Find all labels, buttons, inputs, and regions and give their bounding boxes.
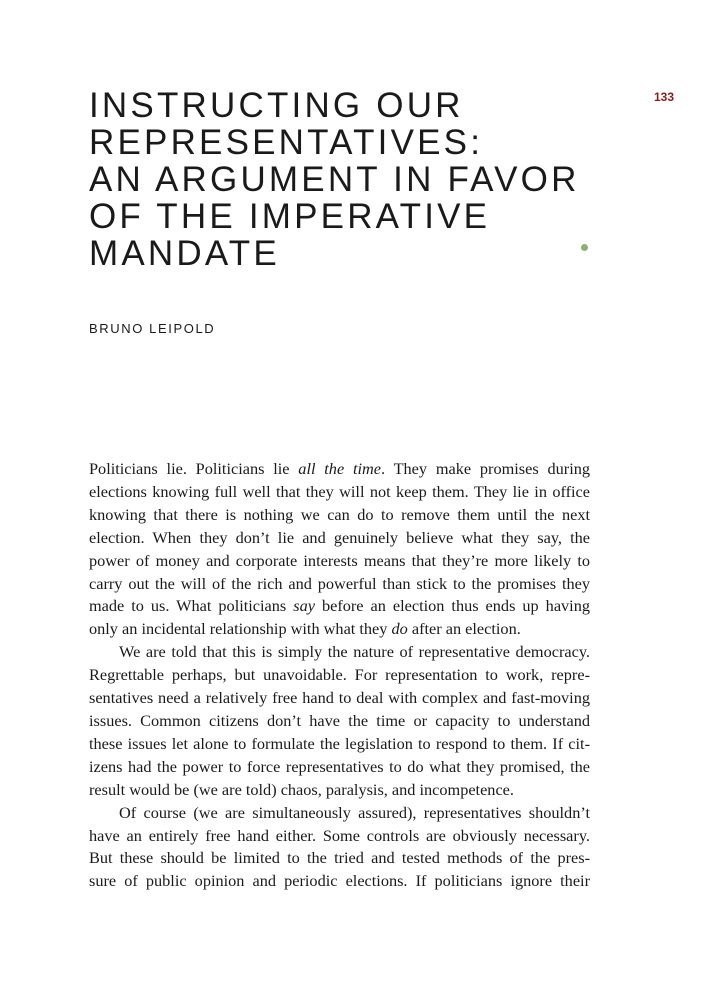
title-line: OF THE IMPERATIVE bbox=[89, 197, 491, 236]
title-line: MANDATE bbox=[89, 234, 280, 273]
text-line: election. When they don’t lie and genuinely believe what they say, the bbox=[89, 527, 590, 547]
text-line: sentatives need a relatively free hand to deal with complex and fast-moving bbox=[89, 688, 590, 708]
body-text bbox=[89, 458, 590, 893]
text-line: izens had the power to force representatives to do what they promised, the bbox=[89, 756, 590, 776]
text-line: We are told that this is simply the nature of representative democracy. bbox=[119, 642, 590, 662]
author-name: BRUNO LEIPOLD bbox=[89, 321, 216, 336]
chapter-title bbox=[89, 87, 629, 272]
title-line: INSTRUCTING OUR bbox=[89, 86, 464, 125]
page-number: 133 bbox=[654, 90, 675, 104]
title-line: REPRESENTATIVES: bbox=[89, 123, 484, 162]
text-line: made to us. What politicians say before an election thus ends up having bbox=[89, 596, 590, 616]
title-line: AN ARGUMENT IN FAVOR bbox=[89, 160, 580, 199]
text-line: power of money and corporate interests means that they’re more likely to bbox=[89, 550, 590, 570]
text-line: carry out the will of the rich and powerful than stick to the promises they bbox=[89, 573, 590, 593]
text-line: Politicians lie. Politicians lie all the time. They make promises during bbox=[89, 459, 590, 478]
text-line: issues. Common citizens don’t have the time or capacity to understand bbox=[89, 710, 590, 730]
text-line: Regrettable perhaps, but unavoidable. For representation to work, repre- bbox=[89, 665, 590, 685]
text-line: have an entirely free hand either. Some controls are obviously necessary. bbox=[89, 825, 590, 845]
text-line: knowing that there is nothing we can do to remove them until the next bbox=[89, 504, 590, 524]
text-line: But these should be limited to the tried and tested methods of the pres- bbox=[89, 848, 590, 868]
text-line: elections knowing full well that they will not keep them. They lie in office bbox=[89, 481, 590, 501]
text-line: these issues let alone to formulate the legislation to respond to them. If cit- bbox=[89, 733, 590, 753]
text-line: Of course (we are simultaneously assured), representatives shouldn’t bbox=[119, 802, 590, 822]
decorative-dot bbox=[581, 244, 588, 251]
text-line: result would be (we are told) chaos, paralysis, and incompetence. bbox=[89, 779, 514, 799]
text-line: only an incidental relationship with what they do after an election. bbox=[89, 619, 521, 639]
text-line: sure of public opinion and periodic elections. If politicians ignore their bbox=[89, 871, 590, 891]
